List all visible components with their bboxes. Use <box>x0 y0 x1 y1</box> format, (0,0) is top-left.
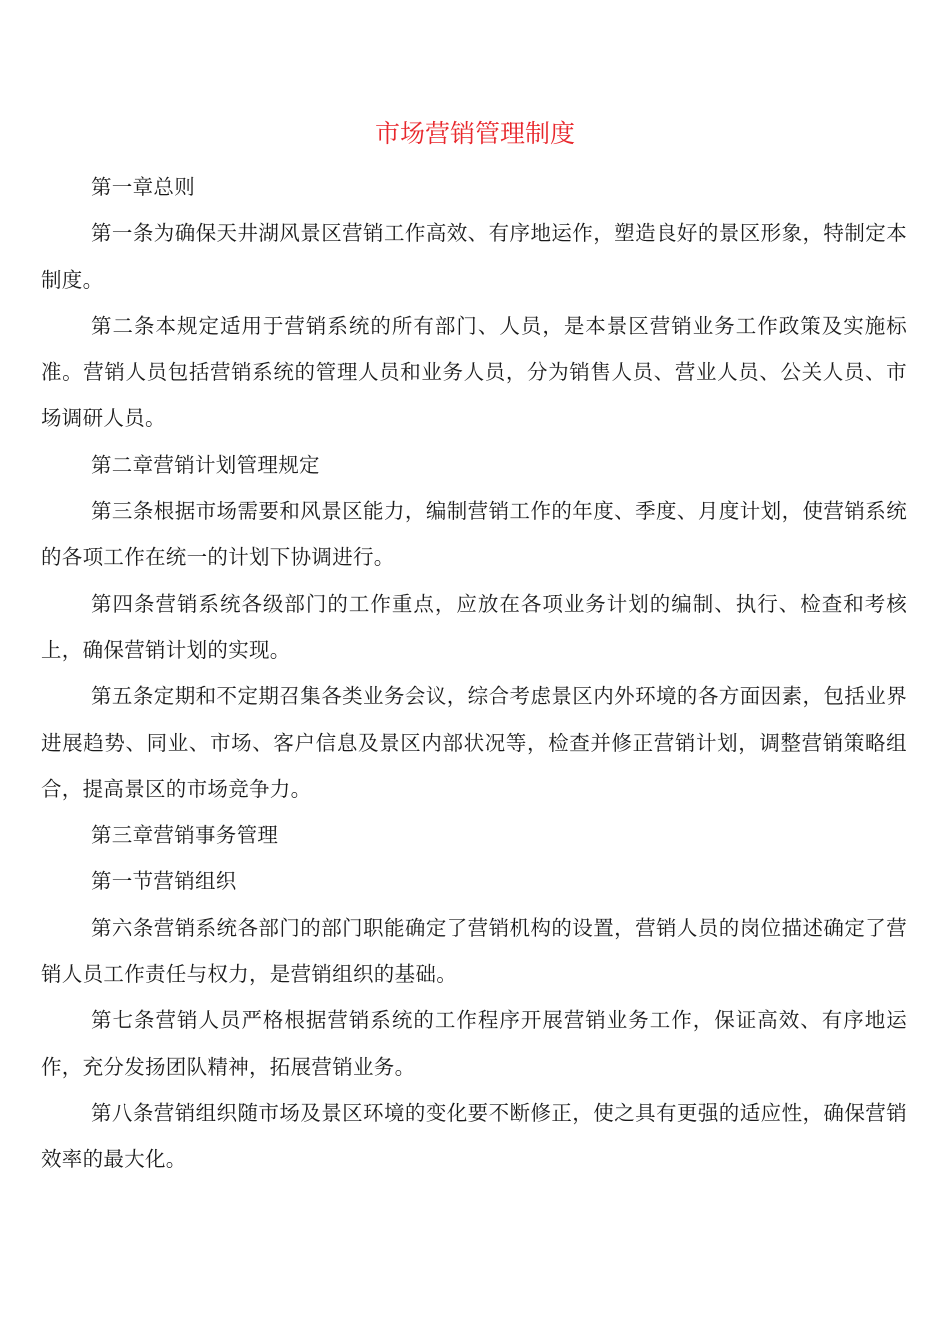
article-paragraph: 第三条根据市场需要和风景区能力，编制营销工作的年度、季度、月度计划，使营销系统的各项工作在统一的计划下协调进行。 <box>41 499 907 570</box>
document-body <box>41 164 907 1183</box>
article-paragraph: 第四条营销系统各级部门的工作重点，应放在各项业务计划的编制、执行、检查和考核上，确保营销计划的实现。 <box>41 591 907 662</box>
article-paragraph: 第六条营销系统各部门的部门职能确定了营销机构的设置，营销人员的岗位描述确定了营销人员工作责任与权力，是营销组织的基础。 <box>41 915 907 987</box>
article-paragraph: 第一条为确保天井湖风景区营销工作高效、有序地运作，塑造良好的景区形象，特制定本制度。 <box>41 221 907 292</box>
article-paragraph: 第五条定期和不定期召集各类业务会议，综合考虑景区内外环境的各方面因素，包括业界进展趋势、同业、市场、客户信息及景区内部状况等，检查并修正营销计划，调整营销策略组合，提高景区的市场竞争力。 <box>41 684 907 801</box>
chapter-heading: 第二章营销计划管理规定 <box>91 452 320 477</box>
article-paragraph: 第八条营销组织随市场及景区环境的变化要不断修正，使之具有更强的适应性，确保营销效率的最大化。 <box>41 1100 907 1172</box>
document-title: 市场营销管理制度 <box>374 119 575 148</box>
section-heading: 第一节营销组织 <box>91 869 237 894</box>
chapter-heading: 第一章总则 <box>91 175 195 199</box>
article-paragraph: 第二条本规定适用于营销系统的所有部门、人员，是本景区营销业务工作政策及实施标准。营销人员包括营销系统的管理人员和业务人员，分为销售人员、营业人员、公关人员、市场调研人员。 <box>41 313 907 431</box>
article-paragraph: 第七条营销人员严格根据营销系统的工作程序开展营销业务工作，保证高效、有序地运作，充分发扬团队精神，拓展营销业务。 <box>41 1008 907 1079</box>
chapter-heading: 第三章营销事务管理 <box>91 823 279 848</box>
